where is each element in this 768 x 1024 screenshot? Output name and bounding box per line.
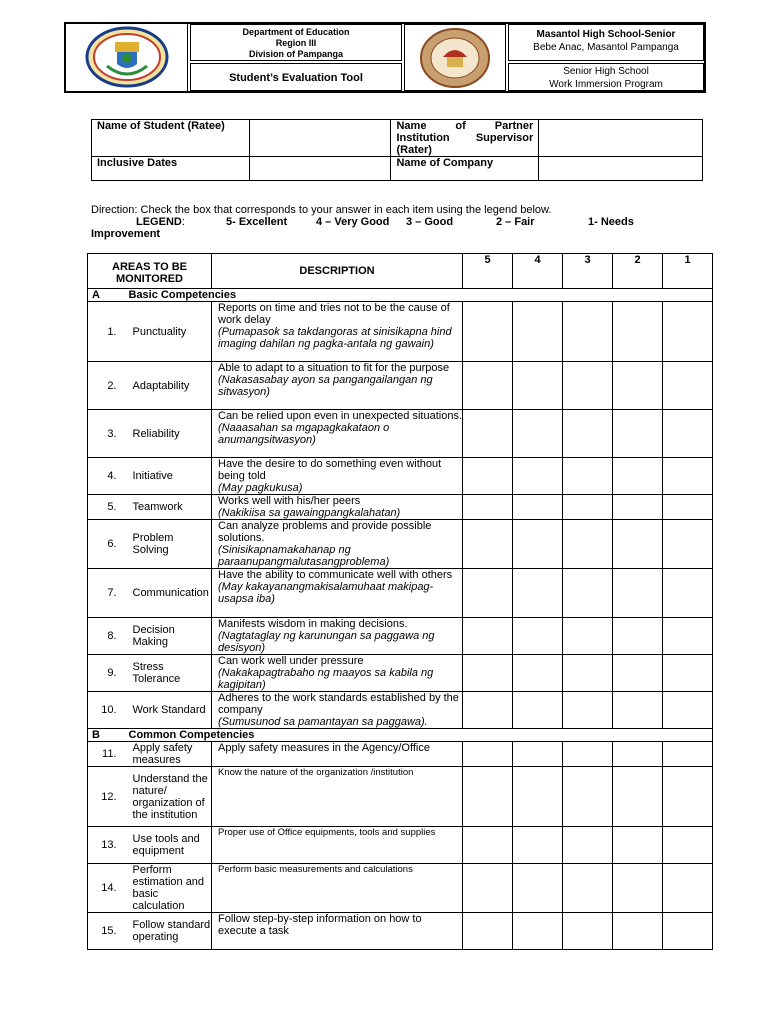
description-filipino: (May pagkukusa) bbox=[218, 482, 303, 494]
item-area: Perform estimation and basic calculation bbox=[129, 864, 212, 913]
item-description bbox=[212, 495, 463, 520]
item-number: 12. bbox=[88, 767, 129, 827]
item-description bbox=[212, 827, 463, 864]
description-english: Manifests wisdom in making decisions. bbox=[218, 618, 408, 630]
item-area: Problem Solving bbox=[129, 520, 212, 569]
description-english: Proper use of Office equipments, tools and supplies bbox=[218, 827, 436, 838]
item-number: 8. bbox=[88, 618, 129, 655]
rating-checkbox-3[interactable] bbox=[563, 520, 613, 569]
rating-checkbox-2[interactable] bbox=[613, 864, 663, 913]
rating-checkbox-3[interactable] bbox=[563, 618, 613, 655]
dept-line-2: Region III bbox=[275, 38, 317, 48]
item-number: 10. bbox=[88, 692, 129, 729]
dept-block bbox=[190, 24, 402, 61]
table-row bbox=[88, 742, 713, 767]
rating-checkbox-3[interactable] bbox=[563, 827, 613, 864]
rating-checkbox-1[interactable] bbox=[663, 864, 713, 913]
school-logo-cell bbox=[404, 24, 506, 91]
company-label: Name of Company bbox=[391, 157, 539, 181]
item-number: 2. bbox=[88, 362, 129, 410]
item-number: 4. bbox=[88, 458, 129, 495]
item-area: Use tools and equipment bbox=[129, 827, 212, 864]
table-row bbox=[88, 827, 713, 864]
school-block bbox=[508, 24, 704, 61]
description-english: Reports on time and tries not to be the cause of work delay bbox=[218, 302, 450, 326]
table-row bbox=[88, 410, 713, 458]
item-description bbox=[212, 362, 463, 410]
rating-checkbox-1[interactable] bbox=[663, 458, 713, 495]
rating-checkbox-2[interactable] bbox=[613, 520, 663, 569]
description-filipino: (Naaasahan sa mgapagkakataon o anumangsitwasyon) bbox=[218, 422, 390, 446]
rating-checkbox-3[interactable] bbox=[563, 569, 613, 618]
student-name-label: Name of Student (Ratee) bbox=[92, 120, 250, 157]
student-info-table bbox=[91, 119, 703, 181]
legend-2: 2 – Fair bbox=[496, 216, 535, 228]
rating-checkbox-3[interactable] bbox=[563, 410, 613, 458]
rating-checkbox-2[interactable] bbox=[613, 655, 663, 692]
description-english: Have the ability to communicate well with others bbox=[218, 569, 453, 581]
rating-checkbox-5[interactable] bbox=[463, 618, 513, 655]
item-number: 1. bbox=[88, 302, 129, 362]
rating-checkbox-1[interactable] bbox=[663, 655, 713, 692]
description-filipino: (Nakasasabay ayon sa pangangailangan ng sitwasyon) bbox=[218, 374, 433, 398]
legend-label: LEGEND: bbox=[136, 216, 185, 228]
item-number: 11. bbox=[88, 742, 129, 767]
description-english: Have the desire to do something even without being told bbox=[218, 458, 442, 482]
rating-checkbox-4[interactable] bbox=[513, 913, 563, 950]
rating-checkbox-4[interactable] bbox=[513, 569, 563, 618]
rating-checkbox-5[interactable] bbox=[463, 913, 513, 950]
item-number: 3. bbox=[88, 410, 129, 458]
rating-checkbox-4[interactable] bbox=[513, 520, 563, 569]
dept-line-1: Department of Education bbox=[242, 27, 350, 37]
deped-logo-cell bbox=[66, 24, 188, 91]
rating-checkbox-1[interactable] bbox=[663, 913, 713, 950]
rating-checkbox-2[interactable] bbox=[613, 495, 663, 520]
legend-1-cont: Improvement bbox=[91, 228, 161, 240]
table-row bbox=[88, 362, 713, 410]
rating-checkbox-1[interactable] bbox=[663, 302, 713, 362]
rating-checkbox-1[interactable] bbox=[663, 767, 713, 827]
rating-checkbox-3[interactable] bbox=[563, 864, 613, 913]
rating-checkbox-5[interactable] bbox=[463, 495, 513, 520]
rating-checkbox-2[interactable] bbox=[613, 618, 663, 655]
description-english: Apply safety measures in the Agency/Office bbox=[218, 742, 430, 754]
rating-checkbox-1[interactable] bbox=[663, 569, 713, 618]
table-row bbox=[88, 458, 713, 495]
description-english: Works well with his/her peers bbox=[218, 495, 361, 507]
rating-checkbox-5[interactable] bbox=[463, 864, 513, 913]
item-number: 14. bbox=[88, 864, 129, 913]
evaluation-table bbox=[87, 253, 713, 950]
description-filipino: (Nagtataglay ng karunungan sa paggawa ng desisyon) bbox=[218, 630, 435, 654]
rating-checkbox-4[interactable] bbox=[513, 742, 563, 767]
description-filipino: (Sumusunod sa pamantayan sa paggawa). bbox=[218, 716, 428, 728]
item-description bbox=[212, 767, 463, 827]
rating-checkbox-3[interactable] bbox=[563, 302, 613, 362]
dept-line-3: Division of Pampanga bbox=[248, 49, 344, 59]
item-area: Follow standard operating bbox=[129, 913, 212, 950]
rating-checkbox-2[interactable] bbox=[613, 302, 663, 362]
rating-2-header: 2 bbox=[613, 254, 663, 289]
rating-checkbox-4[interactable] bbox=[513, 864, 563, 913]
program-line-1: Senior High School bbox=[563, 66, 649, 77]
rating-checkbox-5[interactable] bbox=[463, 827, 513, 864]
rating-checkbox-2[interactable] bbox=[613, 569, 663, 618]
item-description bbox=[212, 742, 463, 767]
rating-checkbox-4[interactable] bbox=[513, 692, 563, 729]
description-filipino: (Nakakapagtrabaho ng maayos sa kabila ng kagipitan) bbox=[218, 667, 434, 691]
item-area: Apply safety measures bbox=[129, 742, 212, 767]
inclusive-dates-label: Inclusive Dates bbox=[92, 157, 250, 181]
rating-checkbox-2[interactable] bbox=[613, 410, 663, 458]
rating-checkbox-3[interactable] bbox=[563, 692, 613, 729]
item-area: Stress Tolerance bbox=[129, 655, 212, 692]
table-row bbox=[88, 495, 713, 520]
rating-checkbox-2[interactable] bbox=[613, 692, 663, 729]
item-description bbox=[212, 692, 463, 729]
rating-checkbox-1[interactable] bbox=[663, 618, 713, 655]
rating-checkbox-5[interactable] bbox=[463, 458, 513, 495]
document-header bbox=[64, 22, 706, 93]
rating-checkbox-5[interactable] bbox=[463, 655, 513, 692]
rating-checkbox-3[interactable] bbox=[563, 495, 613, 520]
item-area: Initiative bbox=[129, 458, 212, 495]
item-number: 6. bbox=[88, 520, 129, 569]
item-description bbox=[212, 618, 463, 655]
student-name-field[interactable] bbox=[249, 120, 391, 157]
description-filipino: (Pumapasok sa takdangoras at sinisikapna hind imaging dahilan ng pagka-antala ng gawain) bbox=[218, 326, 452, 350]
item-area: Communication bbox=[129, 569, 212, 618]
deped-seal-icon bbox=[85, 26, 169, 88]
rating-checkbox-1[interactable] bbox=[663, 495, 713, 520]
item-area: Work Standard bbox=[129, 692, 212, 729]
rating-checkbox-4[interactable] bbox=[513, 655, 563, 692]
table-row bbox=[88, 692, 713, 729]
table-row bbox=[88, 569, 713, 618]
description-english: Can analyze problems and provide possible solutions. bbox=[218, 520, 432, 544]
program-block bbox=[508, 63, 704, 91]
description-english: Can work well under pressure bbox=[218, 655, 364, 667]
item-description bbox=[212, 302, 463, 362]
rating-checkbox-1[interactable] bbox=[663, 520, 713, 569]
rating-checkbox-3[interactable] bbox=[563, 458, 613, 495]
table-header-row bbox=[88, 254, 713, 289]
item-description bbox=[212, 655, 463, 692]
item-area: Adaptability bbox=[129, 362, 212, 410]
rating-checkbox-5[interactable] bbox=[463, 302, 513, 362]
rating-checkbox-2[interactable] bbox=[613, 742, 663, 767]
rating-checkbox-4[interactable] bbox=[513, 767, 563, 827]
item-number: 13. bbox=[88, 827, 129, 864]
rating-checkbox-5[interactable] bbox=[463, 520, 513, 569]
rating-checkbox-2[interactable] bbox=[613, 458, 663, 495]
item-area: Understand the nature/ organization of the institution bbox=[129, 767, 212, 827]
rating-checkbox-1[interactable] bbox=[663, 827, 713, 864]
item-description bbox=[212, 569, 463, 618]
rating-checkbox-3[interactable] bbox=[563, 913, 613, 950]
rating-5-header: 5 bbox=[463, 254, 513, 289]
item-number: 15. bbox=[88, 913, 129, 950]
item-area: Decision Making bbox=[129, 618, 212, 655]
rating-checkbox-5[interactable] bbox=[463, 742, 513, 767]
description-english: Perform basic measurements and calculations bbox=[218, 864, 413, 875]
rating-checkbox-4[interactable] bbox=[513, 302, 563, 362]
table-row bbox=[88, 302, 713, 362]
rating-checkbox-2[interactable] bbox=[613, 362, 663, 410]
table-row bbox=[88, 767, 713, 827]
description-english: Follow step-by-step information on how to execute a task bbox=[218, 913, 422, 937]
rating-checkbox-2[interactable] bbox=[613, 827, 663, 864]
rating-checkbox-5[interactable] bbox=[463, 692, 513, 729]
item-description bbox=[212, 864, 463, 913]
table-row bbox=[88, 618, 713, 655]
item-number: 5. bbox=[88, 495, 129, 520]
legend-3: 3 – Good bbox=[406, 216, 454, 228]
item-description bbox=[212, 520, 463, 569]
rating-checkbox-1[interactable] bbox=[663, 692, 713, 729]
item-area: Reliability bbox=[129, 410, 212, 458]
legend-5: 5- Excellent bbox=[226, 216, 288, 228]
rating-checkbox-5[interactable] bbox=[463, 767, 513, 827]
rating-checkbox-3[interactable] bbox=[563, 742, 613, 767]
section-a-row bbox=[88, 289, 713, 302]
rating-checkbox-5[interactable] bbox=[463, 569, 513, 618]
item-description bbox=[212, 410, 463, 458]
rating-checkbox-4[interactable] bbox=[513, 827, 563, 864]
description-english: Able to adapt to a situation to fit for the purpose bbox=[218, 362, 450, 374]
table-row bbox=[88, 864, 713, 913]
legend-1: 1- Needs bbox=[588, 216, 634, 228]
description-english: Know the nature of the organization /institution bbox=[218, 767, 414, 778]
rating-3-header: 3 bbox=[563, 254, 613, 289]
rating-checkbox-3[interactable] bbox=[563, 362, 613, 410]
col-areas-header: AREAS TO BE MONITORED bbox=[88, 254, 212, 289]
rating-checkbox-4[interactable] bbox=[513, 495, 563, 520]
item-area: Punctuality bbox=[129, 302, 212, 362]
description-filipino: (Sinisikapnamakahanap ng paraanupangmalutasangproblema) bbox=[218, 544, 390, 568]
description-english: Adheres to the work standards established by the company bbox=[218, 692, 459, 716]
rating-checkbox-3[interactable] bbox=[563, 767, 613, 827]
section-a-letter: A bbox=[88, 289, 129, 302]
rating-checkbox-5[interactable] bbox=[463, 362, 513, 410]
rating-checkbox-4[interactable] bbox=[513, 362, 563, 410]
tool-title: Student’s Evaluation Tool bbox=[190, 63, 402, 91]
rating-checkbox-4[interactable] bbox=[513, 458, 563, 495]
supervisor-label: Name of Partner Institution Supervisor (Rater) bbox=[391, 120, 539, 157]
section-a-title: Basic Competencies bbox=[129, 289, 713, 302]
rating-checkbox-2[interactable] bbox=[613, 767, 663, 827]
item-number: 9. bbox=[88, 655, 129, 692]
rating-4-header: 4 bbox=[513, 254, 563, 289]
school-seal-icon bbox=[419, 27, 491, 89]
rating-checkbox-1[interactable] bbox=[663, 362, 713, 410]
supervisor-field[interactable] bbox=[539, 120, 703, 157]
rating-checkbox-4[interactable] bbox=[513, 618, 563, 655]
rating-checkbox-2[interactable] bbox=[613, 913, 663, 950]
direction-text: Direction: Check the box that corresponds to your answer in each item using the legend below. bbox=[91, 204, 552, 216]
item-description bbox=[212, 913, 463, 950]
section-b-letter: B bbox=[88, 729, 129, 742]
rating-1-header: 1 bbox=[663, 254, 713, 289]
table-row bbox=[88, 655, 713, 692]
rating-checkbox-1[interactable] bbox=[663, 410, 713, 458]
inclusive-dates-field[interactable] bbox=[249, 157, 391, 181]
table-row bbox=[88, 520, 713, 569]
item-number: 7. bbox=[88, 569, 129, 618]
rating-checkbox-3[interactable] bbox=[563, 655, 613, 692]
description-filipino: (May kakayanangmakisalamuhaat makipag-usapsa iba) bbox=[218, 581, 434, 605]
section-b-title: Common Competencies bbox=[129, 729, 713, 742]
table-row bbox=[88, 913, 713, 950]
company-field[interactable] bbox=[539, 157, 703, 181]
legend-4: 4 – Very Good bbox=[316, 216, 390, 228]
rating-checkbox-5[interactable] bbox=[463, 410, 513, 458]
rating-checkbox-1[interactable] bbox=[663, 742, 713, 767]
description-english: Can be relied upon even in unexpected situations. bbox=[218, 410, 463, 422]
school-address: Bebe Anac, Masantol Pampanga bbox=[533, 42, 679, 53]
program-line-2: Work Immersion Program bbox=[549, 79, 663, 90]
section-b-row bbox=[88, 729, 713, 742]
description-filipino: (Nakikiisa sa gawaingpangkalahatan) bbox=[218, 507, 401, 519]
item-description bbox=[212, 458, 463, 495]
item-area: Teamwork bbox=[129, 495, 212, 520]
rating-checkbox-4[interactable] bbox=[513, 410, 563, 458]
school-name: Masantol High School-Senior bbox=[536, 29, 676, 40]
col-description-header: DESCRIPTION bbox=[212, 254, 463, 289]
